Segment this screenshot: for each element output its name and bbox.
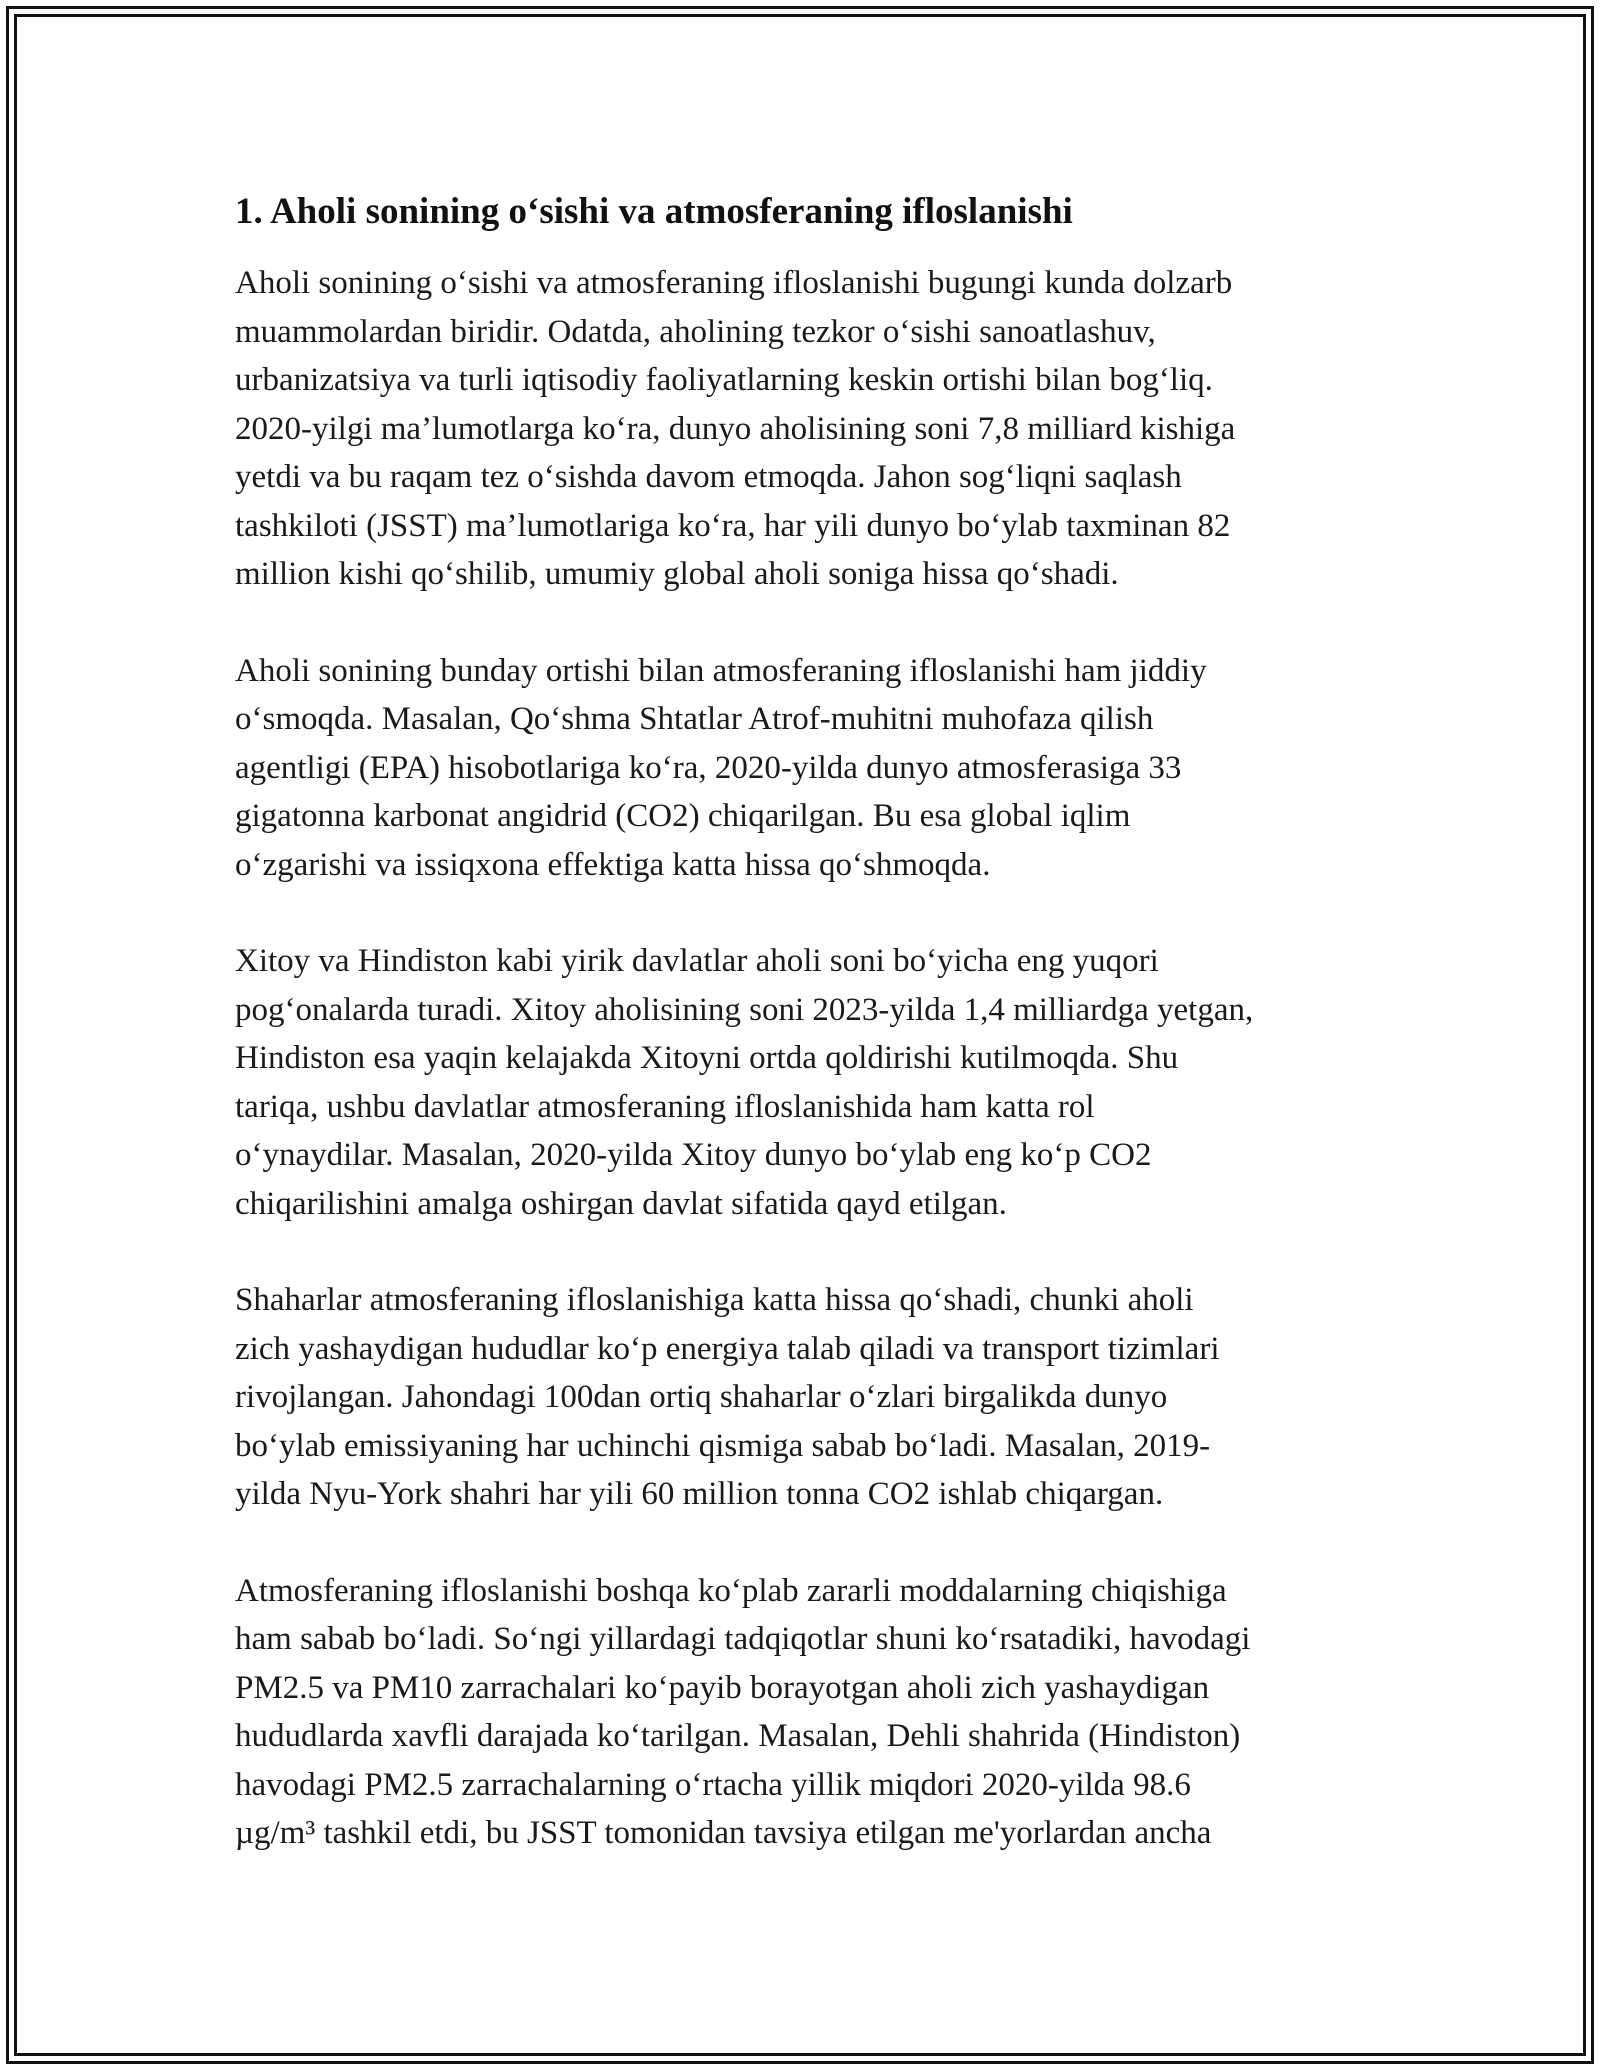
paragraph-line: tashkiloti (JSST) ma’lumotlariga koʻra, har yili dunyo boʻylab taxminan 82 — [235, 507, 1231, 544]
paragraph-line: Shaharlar atmosferaning ifloslanishiga katta hissa qoʻshadi, chunki aholi — [235, 1282, 1194, 1318]
document-body — [235, 185, 1375, 1906]
section-heading: 1. Aholi sonining oʻsishi va atmosferaning ifloslanishi — [235, 191, 1073, 232]
paragraph-line: Hindiston esa yaqin kelajakda Xitoyni ortda qoldirishi kutilmoqda. Shu — [235, 1040, 1179, 1076]
paragraph-line: oʻsmoqda. Masalan, Qoʻshma Shtatlar Atrof-muhitni muhofaza qilish — [235, 701, 1154, 737]
paragraph-line: yilda Nyu-York shahri har yili 60 million tonna CO2 ishlab chiqargan. — [235, 1476, 1164, 1512]
paragraph-line: µg/m³ tashkil etdi, bu JSST tomonidan tavsiya etilgan me'yorlardan ancha — [235, 1815, 1212, 1851]
paragraph-line: Aholi sonining oʻsishi va atmosferaning ifloslanishi bugungi kunda dolzarb — [235, 265, 1233, 301]
paragraph-line: agentligi (EPA) hisobotlariga koʻra, 2020-yilda dunyo atmosferasiga 33 — [235, 749, 1182, 786]
paragraph-line: tariqa, ushbu davlatlar atmosferaning ifloslanishida ham katta rol — [235, 1088, 1095, 1125]
paragraph-line: zich yashaydigan hududlar koʻp energiya talab qiladi va transport tizimlari — [235, 1330, 1220, 1367]
paragraph-line: gigatonna karbonat angidrid (CO2) chiqarilgan. Bu esa global iqlim — [235, 798, 1131, 834]
paragraph-line: oʻzgarishi va issiqxona effektiga katta hissa qoʻshmoqda. — [235, 846, 991, 883]
paragraph-3 — [235, 937, 1375, 1228]
paragraph-line: million kishi qoʻshilib, umumiy global aholi soniga hissa qoʻshadi. — [235, 556, 1119, 592]
paragraph-line: hududlarda xavfli darajada koʻtarilgan. Masalan, Dehli shahrida (Hindiston) — [235, 1718, 1241, 1754]
paragraph-2 — [235, 647, 1375, 890]
paragraph-line: Xitoy va Hindiston kabi yirik davlatlar aholi soni boʻyicha eng yuqori — [235, 943, 1159, 979]
paragraph-line: urbanizatsiya va turli iqtisodiy faoliyatlarning keskin ortishi bilan bogʻliq. — [235, 362, 1213, 398]
paragraph-line: boʻylab emissiyaning har uchinchi qismiga sabab boʻladi. Masalan, 2019- — [235, 1427, 1211, 1464]
paragraph-line: chiqarilishini amalga oshirgan davlat sifatida qayd etilgan. — [235, 1185, 1007, 1222]
paragraph-line: rivojlangan. Jahondagi 100dan ortiq shaharlar oʻzlari birgalikda dunyo — [235, 1379, 1168, 1415]
paragraph-line: Aholi sonining bunday ortishi bilan atmosferaning ifloslanishi ham jiddiy — [235, 652, 1207, 689]
paragraph-1 — [235, 259, 1375, 599]
paragraph-line: oʻynaydilar. Masalan, 2020-yilda Xitoy dunyo boʻylab eng koʻp CO2 — [235, 1137, 1152, 1173]
paragraph-line: pogʻonalarda turadi. Xitoy aholisining soni 2023-yilda 1,4 milliardga yetgan, — [235, 991, 1254, 1028]
paragraph-line: PM2.5 va PM10 zarrachalari koʻpayib borayotgan aholi zich yashaydigan — [235, 1669, 1210, 1706]
paragraph-5 — [235, 1567, 1375, 1858]
paragraph-line: ham sabab boʻladi. Soʻngi yillardagi tadqiqotlar shuni koʻrsatadiki, havodagi — [235, 1621, 1251, 1657]
paragraph-line: 2020-yilgi ma’lumotlarga koʻra, dunyo aholisining soni 7,8 milliard kishiga — [235, 410, 1236, 447]
paragraph-line: muammolardan biridir. Odatda, aholining tezkor oʻsishi sanoatlashuv, — [235, 313, 1156, 350]
paragraph-line: havodagi PM2.5 zarrachalarning oʻrtacha yillik miqdori 2020-yilda 98.6 — [235, 1766, 1191, 1803]
paragraph-line: Atmosferaning ifloslanishi boshqa koʻplab zararli moddalarning chiqishiga — [235, 1572, 1227, 1609]
paragraph-4 — [235, 1276, 1375, 1519]
paragraph-line: yetdi va bu raqam tez oʻsishda davom etmoqda. Jahon sogʻliqni saqlash — [235, 459, 1182, 495]
